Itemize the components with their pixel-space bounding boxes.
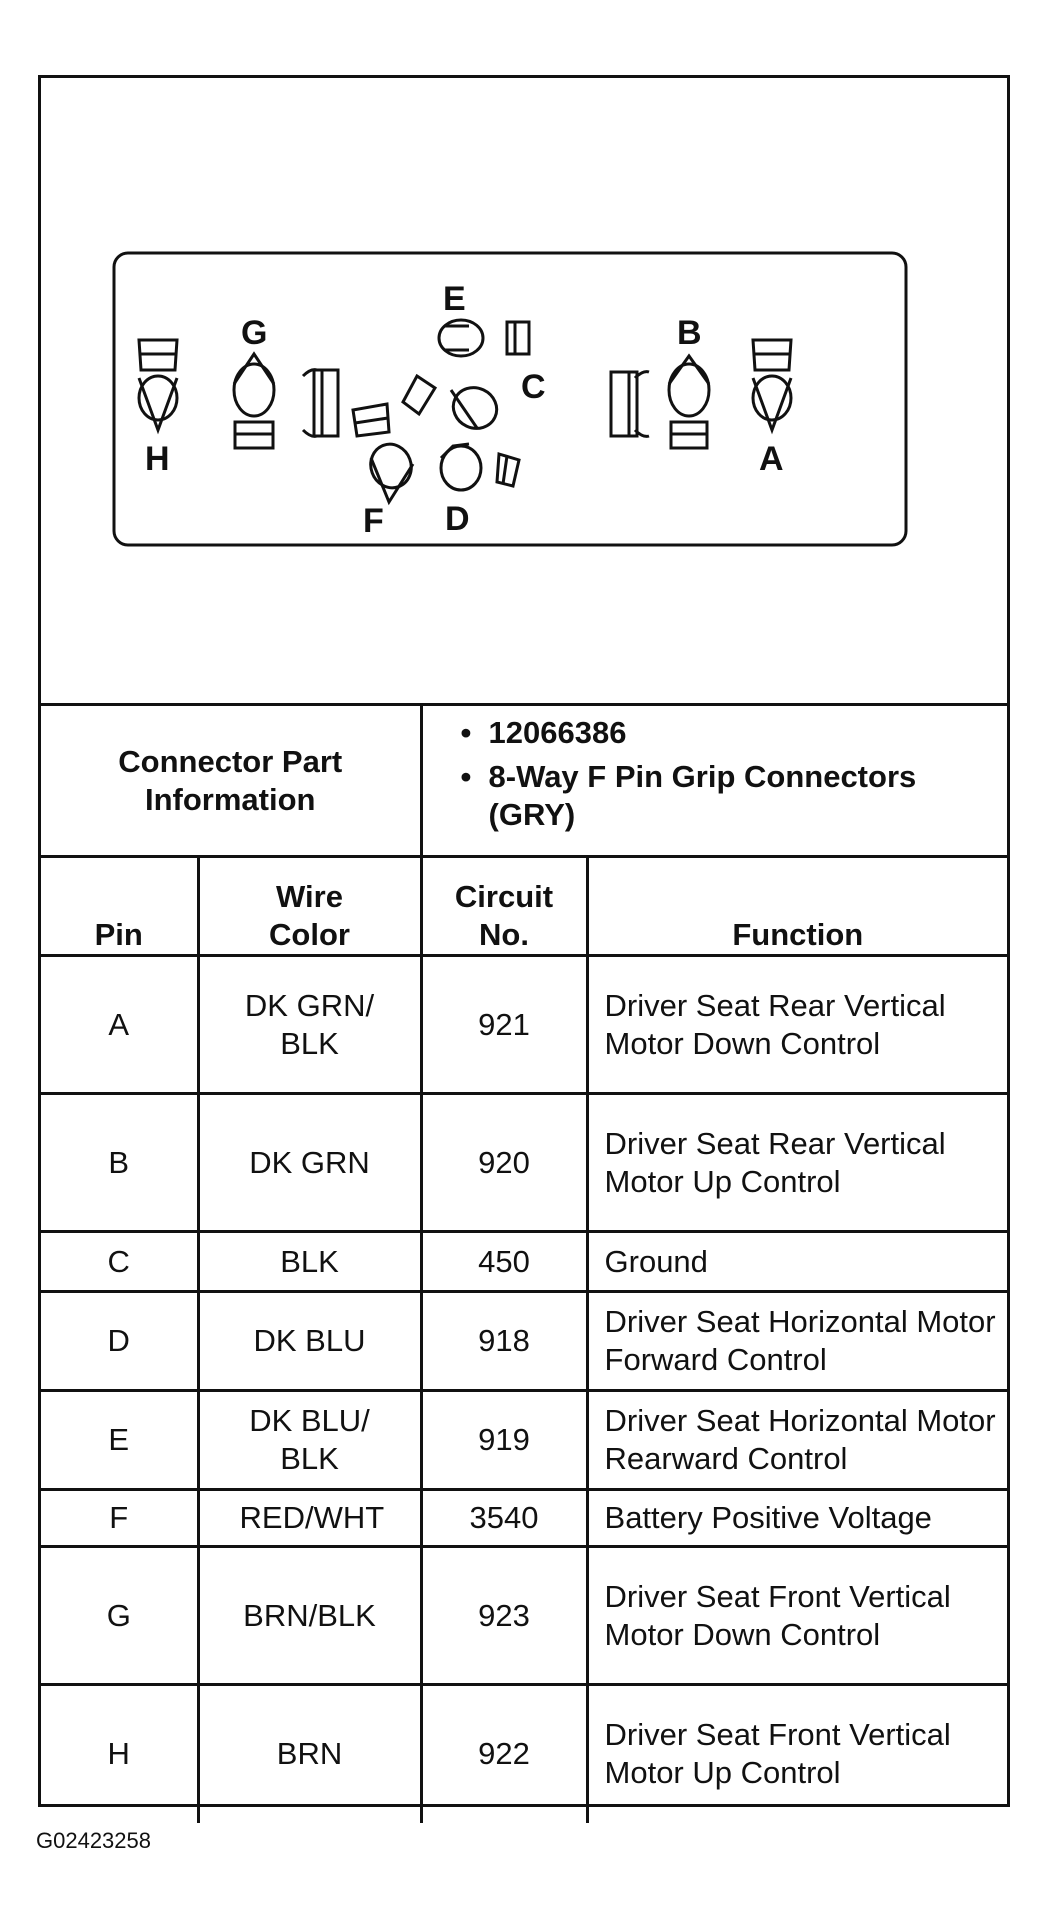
pin-d-terminal — [441, 444, 519, 490]
header-wire-color-text: Wire Color — [269, 879, 350, 952]
pin-cell: G — [41, 1547, 198, 1685]
table-row — [41, 1547, 1007, 1685]
table-row — [41, 1685, 1007, 1823]
wire-color-cell — [198, 1094, 421, 1232]
wire-color-cell-text: BLK — [280, 1243, 339, 1279]
wire-color-cell — [198, 956, 421, 1094]
connector-part-info-label: Connector Part Information — [41, 705, 421, 857]
table-row — [41, 1292, 1007, 1391]
function-cell: Driver Seat Horizontal Motor Forward Control — [587, 1292, 1007, 1391]
circuit-cell: 450 — [421, 1232, 587, 1292]
connector-housing-outline — [114, 253, 906, 545]
table-row — [41, 1490, 1007, 1547]
wire-color-cell — [198, 1490, 421, 1547]
wire-color-cell-text: BRN/BLK — [243, 1597, 376, 1633]
pin-g-terminal — [234, 354, 274, 448]
latch-right — [611, 372, 649, 437]
pin-c-terminal — [403, 376, 503, 435]
pin-f-label: F — [363, 502, 384, 540]
circuit-cell: 3540 — [421, 1490, 587, 1547]
wire-color-cell-text: RED/WHT — [239, 1500, 385, 1535]
wire-color-cell-text: DK BLU/ BLK — [249, 1403, 370, 1476]
function-cell: Driver Seat Front Vertical Motor Down Control — [587, 1547, 1007, 1685]
pin-h-terminal — [139, 340, 177, 430]
pin-cell: C — [41, 1232, 198, 1292]
wire-color-cell — [198, 1685, 421, 1823]
header-circuit-no-text: Circuit No. — [454, 879, 554, 952]
pin-cell: H — [41, 1685, 198, 1823]
function-cell: Driver Seat Horizontal Motor Rearward Control — [587, 1391, 1007, 1490]
connector-part-info-values — [421, 705, 1007, 857]
pin-c-label: C — [521, 368, 546, 406]
function-cell: Driver Seat Front Vertical Motor Up Control — [587, 1685, 1007, 1823]
function-cell: Driver Seat Rear Vertical Motor Up Control — [587, 1094, 1007, 1232]
pin-cell: E — [41, 1391, 198, 1490]
wire-color-cell — [198, 1292, 421, 1391]
pin-d-label: D — [445, 500, 470, 538]
pin-cell: B — [41, 1094, 198, 1232]
table-row — [41, 956, 1007, 1094]
pin-e-terminal — [439, 320, 529, 356]
pin-cell: D — [41, 1292, 198, 1391]
connector-info-table — [41, 703, 1007, 1823]
circuit-cell: 918 — [421, 1292, 587, 1391]
wire-color-cell-text: DK BLU — [253, 1323, 366, 1358]
pin-b-terminal — [669, 356, 709, 448]
header-function: Function — [587, 857, 1007, 956]
pin-a-terminal — [753, 340, 791, 430]
pin-e-label: E — [443, 280, 466, 318]
connector-part-number: • 12066386 — [461, 714, 1008, 752]
pin-b-label: B — [677, 314, 702, 352]
table-row — [41, 1391, 1007, 1490]
circuit-cell: 920 — [421, 1094, 587, 1232]
pin-g-label: G — [241, 314, 268, 352]
wire-color-cell — [198, 1232, 421, 1292]
function-cell: Battery Positive Voltage — [587, 1490, 1007, 1547]
wire-color-cell-text: DK GRN — [249, 1144, 370, 1180]
pin-cell: A — [41, 956, 198, 1094]
table-row — [41, 1232, 1007, 1292]
wire-color-cell — [198, 1547, 421, 1685]
pin-rows — [41, 956, 1007, 1823]
wire-color-cell-text: BRN — [276, 1736, 343, 1772]
wire-color-cell — [198, 1391, 421, 1490]
connector-frame — [38, 75, 1010, 1807]
connector-description: • 8-Way F Pin Grip Connectors (GRY) — [461, 758, 1008, 834]
circuit-cell: 922 — [421, 1685, 587, 1823]
figure-id: G02423258 — [36, 1828, 151, 1853]
pin-h-label: H — [145, 440, 170, 478]
header-wire-color — [198, 857, 421, 956]
header-pin: Pin — [41, 857, 198, 956]
wire-color-cell-text: DK GRN/ BLK — [244, 987, 375, 1061]
circuit-cell: 919 — [421, 1391, 587, 1490]
connector-face-svg — [41, 78, 1007, 703]
circuit-cell: 921 — [421, 956, 587, 1094]
pin-cell: F — [41, 1490, 198, 1547]
table-header-row — [41, 857, 1007, 956]
function-cell: Ground — [587, 1232, 1007, 1292]
pin-a-label: A — [759, 440, 784, 478]
table-row — [41, 1094, 1007, 1232]
header-circuit-no — [421, 857, 587, 956]
pin-f-terminal — [353, 404, 417, 502]
connector-face-diagram — [41, 78, 1007, 703]
function-cell: Driver Seat Rear Vertical Motor Down Control — [587, 956, 1007, 1094]
connector-part-info-row — [41, 705, 1007, 857]
latch-left — [303, 370, 338, 437]
circuit-cell: 923 — [421, 1547, 587, 1685]
